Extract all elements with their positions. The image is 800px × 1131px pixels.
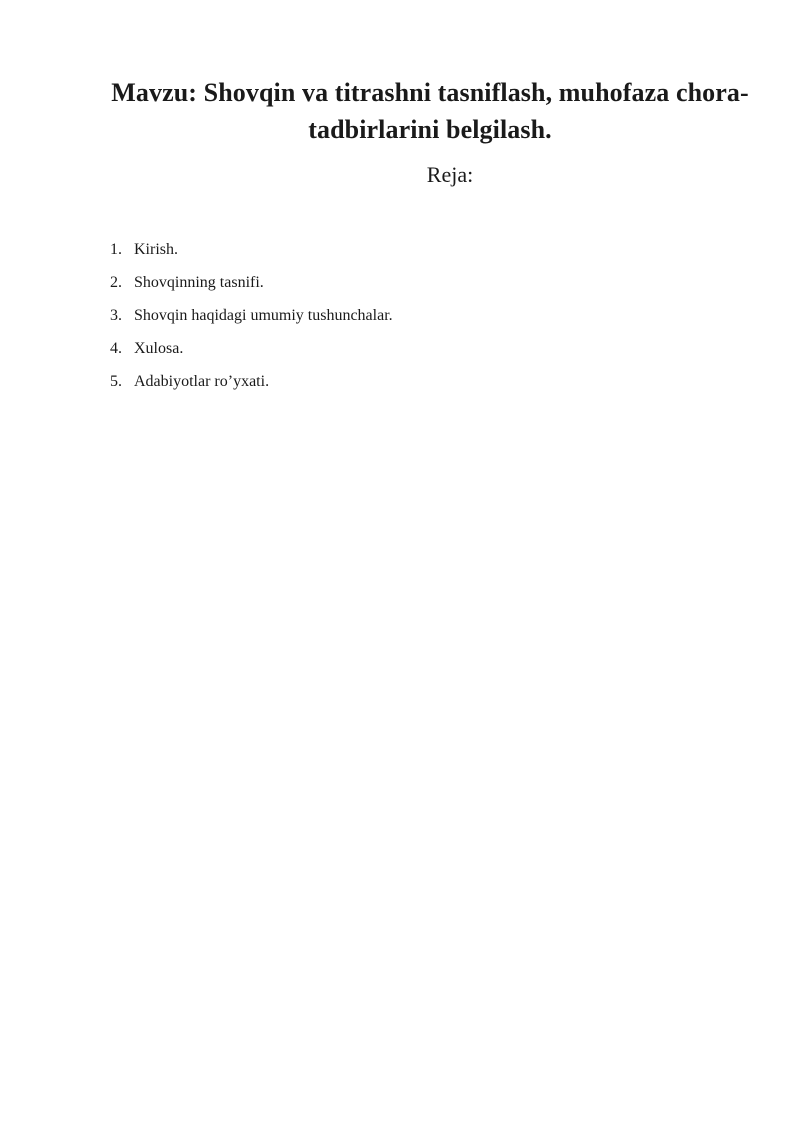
plan-item-number: 5.	[110, 373, 122, 390]
plan-item	[110, 238, 393, 271]
plan-item	[110, 337, 393, 370]
plan-item-number: 4.	[110, 340, 122, 357]
plan-heading: Reja:	[426, 162, 474, 187]
plan-item-text: Adabiyotlar ro’yxati.	[134, 373, 270, 390]
plan-item-number: 1.	[110, 241, 122, 258]
plan-item	[110, 304, 393, 337]
plan-item	[110, 370, 393, 403]
document-title: Mavzu: Shovqin va titrashni tasniflash, muhofaza chora-tadbirlarini belgilash.	[111, 78, 749, 144]
plan-item-text: Kirish.	[134, 241, 178, 258]
plan-item-number: 3.	[110, 307, 122, 324]
plan-item-text: Shovqin haqidagi umumiy tushunchalar.	[134, 307, 393, 324]
plan-item-number: 2.	[110, 274, 122, 291]
plan-item-text: Xulosa.	[134, 340, 184, 357]
plan-item-text: Shovqinning tasnifi.	[134, 274, 264, 291]
plan-item	[110, 271, 393, 304]
plan-list	[110, 238, 393, 403]
